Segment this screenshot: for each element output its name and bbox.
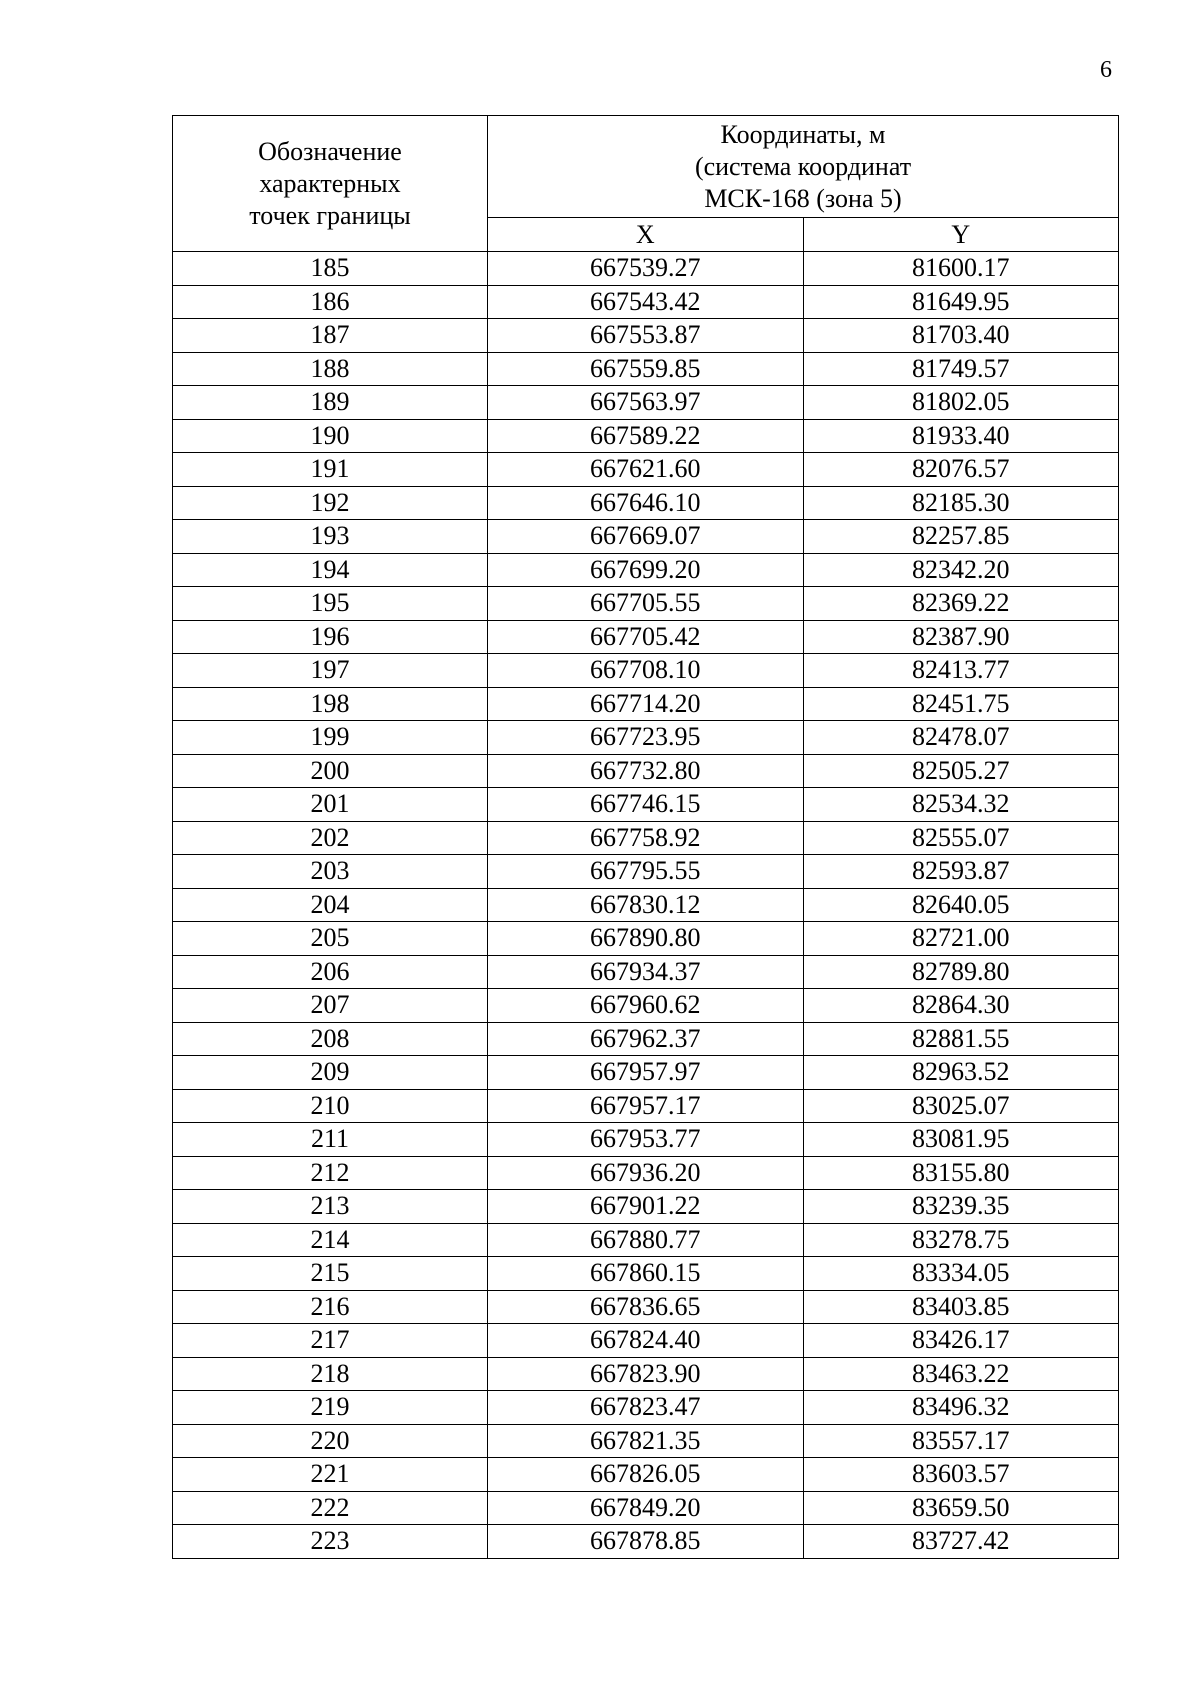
table-row bbox=[173, 721, 1119, 755]
y-coordinate-cell: 82534.32 bbox=[803, 788, 1119, 822]
point-cell: 210 bbox=[173, 1089, 488, 1123]
y-coordinate-cell: 83278.75 bbox=[803, 1223, 1119, 1257]
point-cell: 223 bbox=[173, 1525, 488, 1559]
table-row bbox=[173, 989, 1119, 1023]
y-coordinate-cell: 83155.80 bbox=[803, 1156, 1119, 1190]
y-coordinate-cell: 82505.27 bbox=[803, 754, 1119, 788]
header-designation-line: Обозначение bbox=[258, 136, 402, 166]
table-row bbox=[173, 419, 1119, 453]
x-coordinate-cell: 667823.47 bbox=[488, 1391, 804, 1425]
point-cell: 214 bbox=[173, 1223, 488, 1257]
y-coordinate-cell: 81802.05 bbox=[803, 386, 1119, 420]
y-coordinate-cell: 83025.07 bbox=[803, 1089, 1119, 1123]
x-coordinate-cell: 667539.27 bbox=[488, 252, 804, 286]
x-coordinate-cell: 667646.10 bbox=[488, 486, 804, 520]
y-coordinate-cell: 82413.77 bbox=[803, 654, 1119, 688]
x-coordinate-cell: 667836.65 bbox=[488, 1290, 804, 1324]
header-coordinates-line: (система координат bbox=[694, 151, 912, 181]
y-coordinate-cell: 83727.42 bbox=[803, 1525, 1119, 1559]
point-cell: 199 bbox=[173, 721, 488, 755]
x-coordinate-cell: 667849.20 bbox=[488, 1491, 804, 1525]
point-cell: 188 bbox=[173, 352, 488, 386]
table-row bbox=[173, 922, 1119, 956]
table-header bbox=[173, 116, 1119, 252]
y-coordinate-cell: 81600.17 bbox=[803, 252, 1119, 286]
x-coordinate-cell: 667543.42 bbox=[488, 285, 804, 319]
point-cell: 190 bbox=[173, 419, 488, 453]
y-coordinate-cell: 83557.17 bbox=[803, 1424, 1119, 1458]
table-row bbox=[173, 1290, 1119, 1324]
y-coordinate-cell: 83334.05 bbox=[803, 1257, 1119, 1291]
y-coordinate-cell: 83463.22 bbox=[803, 1357, 1119, 1391]
y-coordinate-cell: 82076.57 bbox=[803, 453, 1119, 487]
x-coordinate-cell: 667934.37 bbox=[488, 955, 804, 989]
x-coordinate-cell: 667890.80 bbox=[488, 922, 804, 956]
y-coordinate-cell: 82451.75 bbox=[803, 687, 1119, 721]
header-row bbox=[173, 116, 1119, 218]
y-coordinate-cell: 82721.00 bbox=[803, 922, 1119, 956]
table-row bbox=[173, 788, 1119, 822]
y-coordinate-cell: 83496.32 bbox=[803, 1391, 1119, 1425]
table-row bbox=[173, 687, 1119, 721]
x-coordinate-cell: 667830.12 bbox=[488, 888, 804, 922]
x-coordinate-cell: 667824.40 bbox=[488, 1324, 804, 1358]
table-row bbox=[173, 1056, 1119, 1090]
y-coordinate-cell: 81703.40 bbox=[803, 319, 1119, 353]
y-coordinate-cell: 82185.30 bbox=[803, 486, 1119, 520]
x-coordinate-cell: 667553.87 bbox=[488, 319, 804, 353]
table-body bbox=[173, 252, 1119, 1559]
y-coordinate-cell: 82640.05 bbox=[803, 888, 1119, 922]
table-row bbox=[173, 1458, 1119, 1492]
point-cell: 213 bbox=[173, 1190, 488, 1224]
y-coordinate-cell: 82555.07 bbox=[803, 821, 1119, 855]
point-cell: 209 bbox=[173, 1056, 488, 1090]
x-coordinate-cell: 667758.92 bbox=[488, 821, 804, 855]
x-coordinate-cell: 667559.85 bbox=[488, 352, 804, 386]
table-row bbox=[173, 285, 1119, 319]
table-row bbox=[173, 1123, 1119, 1157]
y-coordinate-cell: 81649.95 bbox=[803, 285, 1119, 319]
point-cell: 212 bbox=[173, 1156, 488, 1190]
table-row bbox=[173, 855, 1119, 889]
table-row bbox=[173, 352, 1119, 386]
y-coordinate-cell: 83659.50 bbox=[803, 1491, 1119, 1525]
point-cell: 201 bbox=[173, 788, 488, 822]
y-coordinate-cell: 82593.87 bbox=[803, 855, 1119, 889]
point-cell: 208 bbox=[173, 1022, 488, 1056]
x-coordinate-cell: 667732.80 bbox=[488, 754, 804, 788]
header-designation-line: характерных bbox=[259, 168, 401, 198]
table-row bbox=[173, 1391, 1119, 1425]
table-row bbox=[173, 553, 1119, 587]
table-row bbox=[173, 1022, 1119, 1056]
table-row bbox=[173, 319, 1119, 353]
point-cell: 217 bbox=[173, 1324, 488, 1358]
x-coordinate-cell: 667826.05 bbox=[488, 1458, 804, 1492]
point-cell: 189 bbox=[173, 386, 488, 420]
table-row bbox=[173, 1357, 1119, 1391]
point-cell: 198 bbox=[173, 687, 488, 721]
point-cell: 191 bbox=[173, 453, 488, 487]
y-coordinate-cell: 82963.52 bbox=[803, 1056, 1119, 1090]
point-cell: 196 bbox=[173, 620, 488, 654]
point-cell: 193 bbox=[173, 520, 488, 554]
header-y: Y bbox=[803, 218, 1119, 252]
x-coordinate-cell: 667705.55 bbox=[488, 587, 804, 621]
point-cell: 219 bbox=[173, 1391, 488, 1425]
point-cell: 211 bbox=[173, 1123, 488, 1157]
point-cell: 207 bbox=[173, 989, 488, 1023]
table-row bbox=[173, 754, 1119, 788]
point-cell: 205 bbox=[173, 922, 488, 956]
x-coordinate-cell: 667957.17 bbox=[488, 1089, 804, 1123]
point-cell: 194 bbox=[173, 553, 488, 587]
y-coordinate-cell: 83603.57 bbox=[803, 1458, 1119, 1492]
table-row bbox=[173, 888, 1119, 922]
y-coordinate-cell: 82478.07 bbox=[803, 721, 1119, 755]
point-cell: 218 bbox=[173, 1357, 488, 1391]
table-row bbox=[173, 654, 1119, 688]
coordinates-table bbox=[172, 115, 1119, 1559]
point-cell: 204 bbox=[173, 888, 488, 922]
y-coordinate-cell: 81749.57 bbox=[803, 352, 1119, 386]
y-coordinate-cell: 82864.30 bbox=[803, 989, 1119, 1023]
table-row bbox=[173, 386, 1119, 420]
point-cell: 202 bbox=[173, 821, 488, 855]
x-coordinate-cell: 667953.77 bbox=[488, 1123, 804, 1157]
point-cell: 185 bbox=[173, 252, 488, 286]
header-designation-line: точек границы bbox=[249, 200, 411, 230]
point-cell: 187 bbox=[173, 319, 488, 353]
header-x: X bbox=[488, 218, 804, 252]
y-coordinate-cell: 82257.85 bbox=[803, 520, 1119, 554]
x-coordinate-cell: 667699.20 bbox=[488, 553, 804, 587]
x-coordinate-cell: 667723.95 bbox=[488, 721, 804, 755]
x-coordinate-cell: 667960.62 bbox=[488, 989, 804, 1023]
table-row bbox=[173, 620, 1119, 654]
x-coordinate-cell: 667714.20 bbox=[488, 687, 804, 721]
header-coordinates bbox=[488, 116, 1119, 218]
y-coordinate-cell: 82387.90 bbox=[803, 620, 1119, 654]
table-row bbox=[173, 1424, 1119, 1458]
header-point-designation bbox=[173, 116, 488, 252]
table-row bbox=[173, 587, 1119, 621]
x-coordinate-cell: 667878.85 bbox=[488, 1525, 804, 1559]
x-coordinate-cell: 667823.90 bbox=[488, 1357, 804, 1391]
point-cell: 220 bbox=[173, 1424, 488, 1458]
x-coordinate-cell: 667746.15 bbox=[488, 788, 804, 822]
y-coordinate-cell: 83081.95 bbox=[803, 1123, 1119, 1157]
x-coordinate-cell: 667821.35 bbox=[488, 1424, 804, 1458]
table-row bbox=[173, 1324, 1119, 1358]
x-coordinate-cell: 667901.22 bbox=[488, 1190, 804, 1224]
table-row bbox=[173, 520, 1119, 554]
point-cell: 215 bbox=[173, 1257, 488, 1291]
y-coordinate-cell: 83426.17 bbox=[803, 1324, 1119, 1358]
x-coordinate-cell: 667669.07 bbox=[488, 520, 804, 554]
point-cell: 197 bbox=[173, 654, 488, 688]
y-coordinate-cell: 83403.85 bbox=[803, 1290, 1119, 1324]
point-cell: 221 bbox=[173, 1458, 488, 1492]
point-cell: 206 bbox=[173, 955, 488, 989]
y-coordinate-cell: 82342.20 bbox=[803, 553, 1119, 587]
point-cell: 200 bbox=[173, 754, 488, 788]
x-coordinate-cell: 667563.97 bbox=[488, 386, 804, 420]
table-row bbox=[173, 1223, 1119, 1257]
x-coordinate-cell: 667705.42 bbox=[488, 620, 804, 654]
x-coordinate-cell: 667795.55 bbox=[488, 855, 804, 889]
y-coordinate-cell: 81933.40 bbox=[803, 419, 1119, 453]
table-row bbox=[173, 1156, 1119, 1190]
table-row bbox=[173, 1190, 1119, 1224]
table-row bbox=[173, 1491, 1119, 1525]
x-coordinate-cell: 667860.15 bbox=[488, 1257, 804, 1291]
table-row bbox=[173, 453, 1119, 487]
header-coordinates-line: МСК-168 (зона 5) bbox=[704, 183, 902, 213]
point-cell: 203 bbox=[173, 855, 488, 889]
header-coordinates-line: Координаты, м bbox=[720, 119, 886, 149]
y-coordinate-cell: 82881.55 bbox=[803, 1022, 1119, 1056]
point-cell: 195 bbox=[173, 587, 488, 621]
y-coordinate-cell: 82789.80 bbox=[803, 955, 1119, 989]
table-row bbox=[173, 1525, 1119, 1559]
x-coordinate-cell: 667708.10 bbox=[488, 654, 804, 688]
x-coordinate-cell: 667957.97 bbox=[488, 1056, 804, 1090]
point-cell: 216 bbox=[173, 1290, 488, 1324]
table-row bbox=[173, 486, 1119, 520]
x-coordinate-cell: 667880.77 bbox=[488, 1223, 804, 1257]
x-coordinate-cell: 667621.60 bbox=[488, 453, 804, 487]
table-row bbox=[173, 1257, 1119, 1291]
table-row bbox=[173, 252, 1119, 286]
table-row bbox=[173, 955, 1119, 989]
table-row bbox=[173, 1089, 1119, 1123]
x-coordinate-cell: 667589.22 bbox=[488, 419, 804, 453]
point-cell: 222 bbox=[173, 1491, 488, 1525]
table-row bbox=[173, 821, 1119, 855]
y-coordinate-cell: 83239.35 bbox=[803, 1190, 1119, 1224]
x-coordinate-cell: 667936.20 bbox=[488, 1156, 804, 1190]
point-cell: 186 bbox=[173, 285, 488, 319]
y-coordinate-cell: 82369.22 bbox=[803, 587, 1119, 621]
page-number: 6 bbox=[1100, 57, 1112, 83]
point-cell: 192 bbox=[173, 486, 488, 520]
x-coordinate-cell: 667962.37 bbox=[488, 1022, 804, 1056]
